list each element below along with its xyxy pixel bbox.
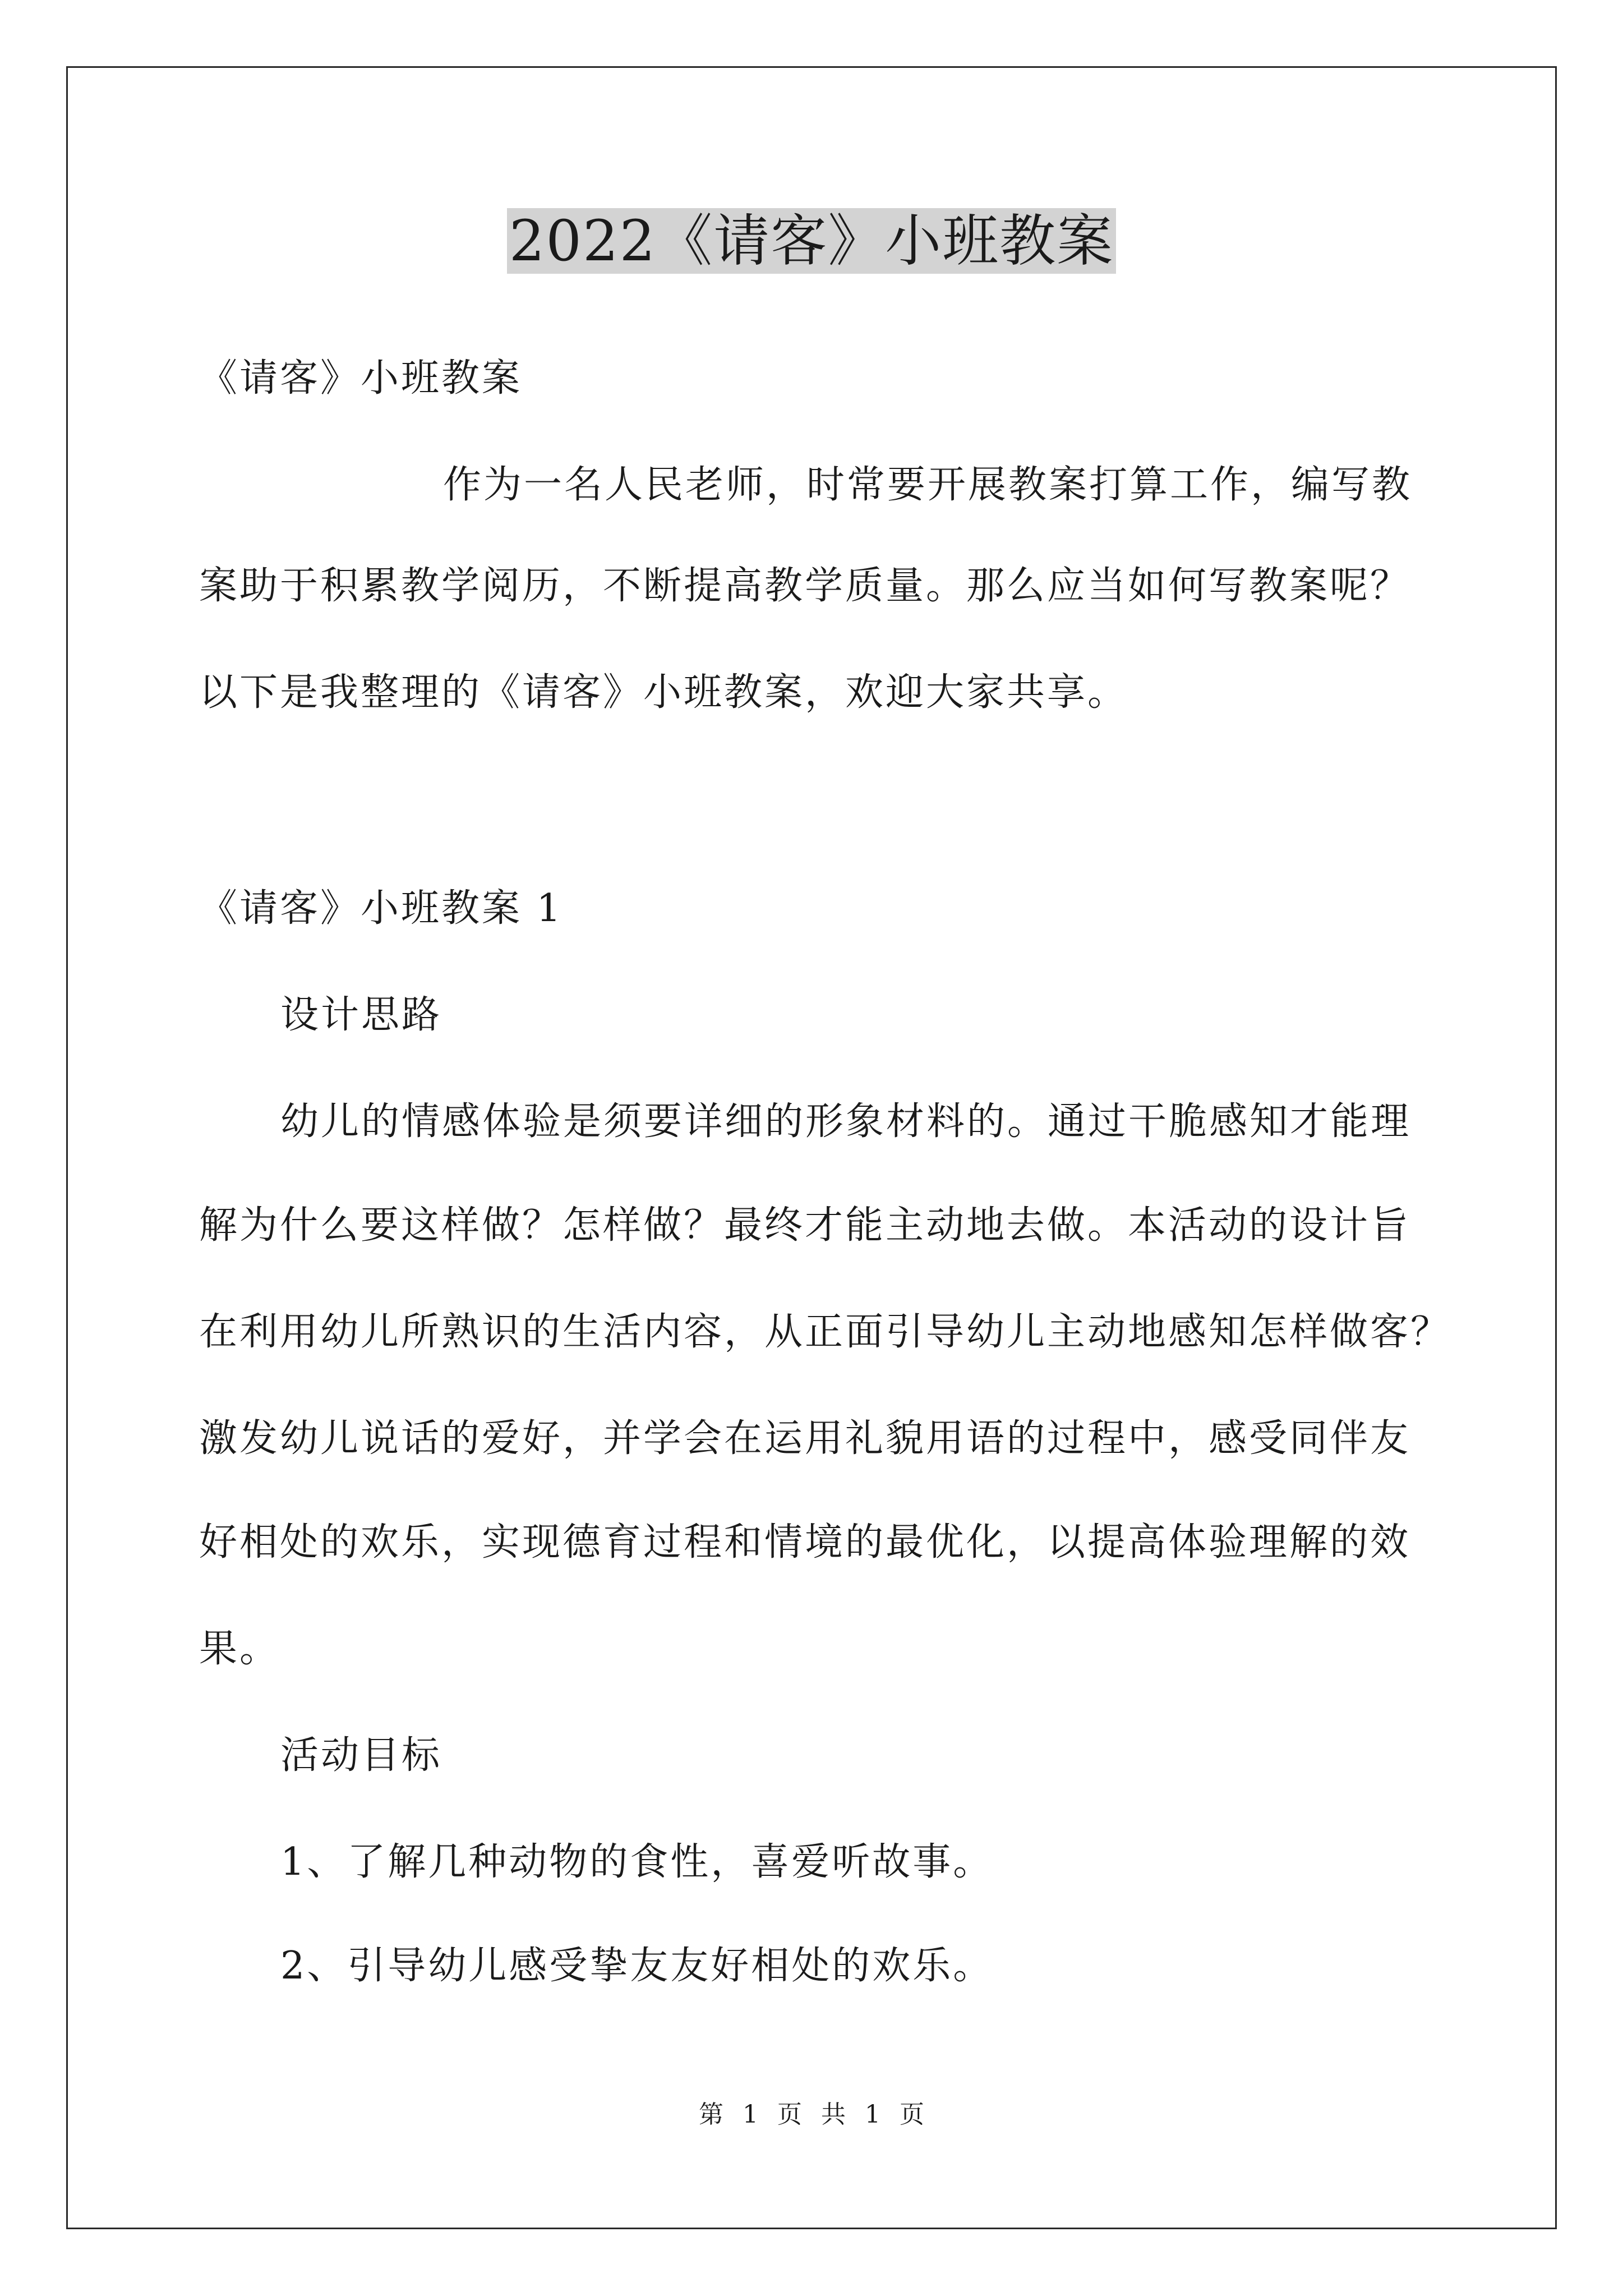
intro-line-2: 案助于积累教学阅历，不断提高教学质量。那么应当如何写教案呢？: [199, 564, 1411, 608]
section-heading: 《请客》小班教案 1: [199, 886, 563, 931]
design-line-1: 幼儿的情感体验是须要详细的形象材料的。通过干脆感知才能理: [280, 1099, 1412, 1144]
design-line-4: 激发幼儿说话的爱好，并学会在运用礼貌用语的过程中，感受同伴友: [199, 1416, 1411, 1461]
document-title: 2022《请客》小班教案: [0, 202, 1623, 280]
design-line-6: 果。: [199, 1627, 280, 1671]
page-footer: 第 1 页 共 1 页: [699, 2100, 924, 2129]
subtitle: 《请客》小班教案: [199, 356, 523, 401]
design-line-2: 解为什么要这样做？怎样做？最终才能主动地去做。本活动的设计旨: [199, 1203, 1411, 1248]
goals-heading: 活动目标: [280, 1733, 442, 1778]
design-line-3: 在利用幼儿所熟识的生活内容，从正面引导幼儿主动地感知怎样做客？: [199, 1310, 1451, 1354]
intro-line-3: 以下是我整理的《请客》小班教案，欢迎大家共享。: [199, 670, 1128, 715]
intro-line-1: 作为一名人民老师，时常要开展教案打算工作，编写教: [443, 463, 1413, 507]
design-heading: 设计思路: [280, 993, 442, 1037]
goal-item-1: 1、了解几种动物的食性，喜爱听故事。: [280, 1840, 994, 1884]
design-line-5: 好相处的欢乐，实现德育过程和情境的最优化，以提高体验理解的效: [199, 1520, 1411, 1565]
goal-item-2: 2、引导幼儿感受挚友友好相处的欢乐。: [280, 1944, 994, 1988]
